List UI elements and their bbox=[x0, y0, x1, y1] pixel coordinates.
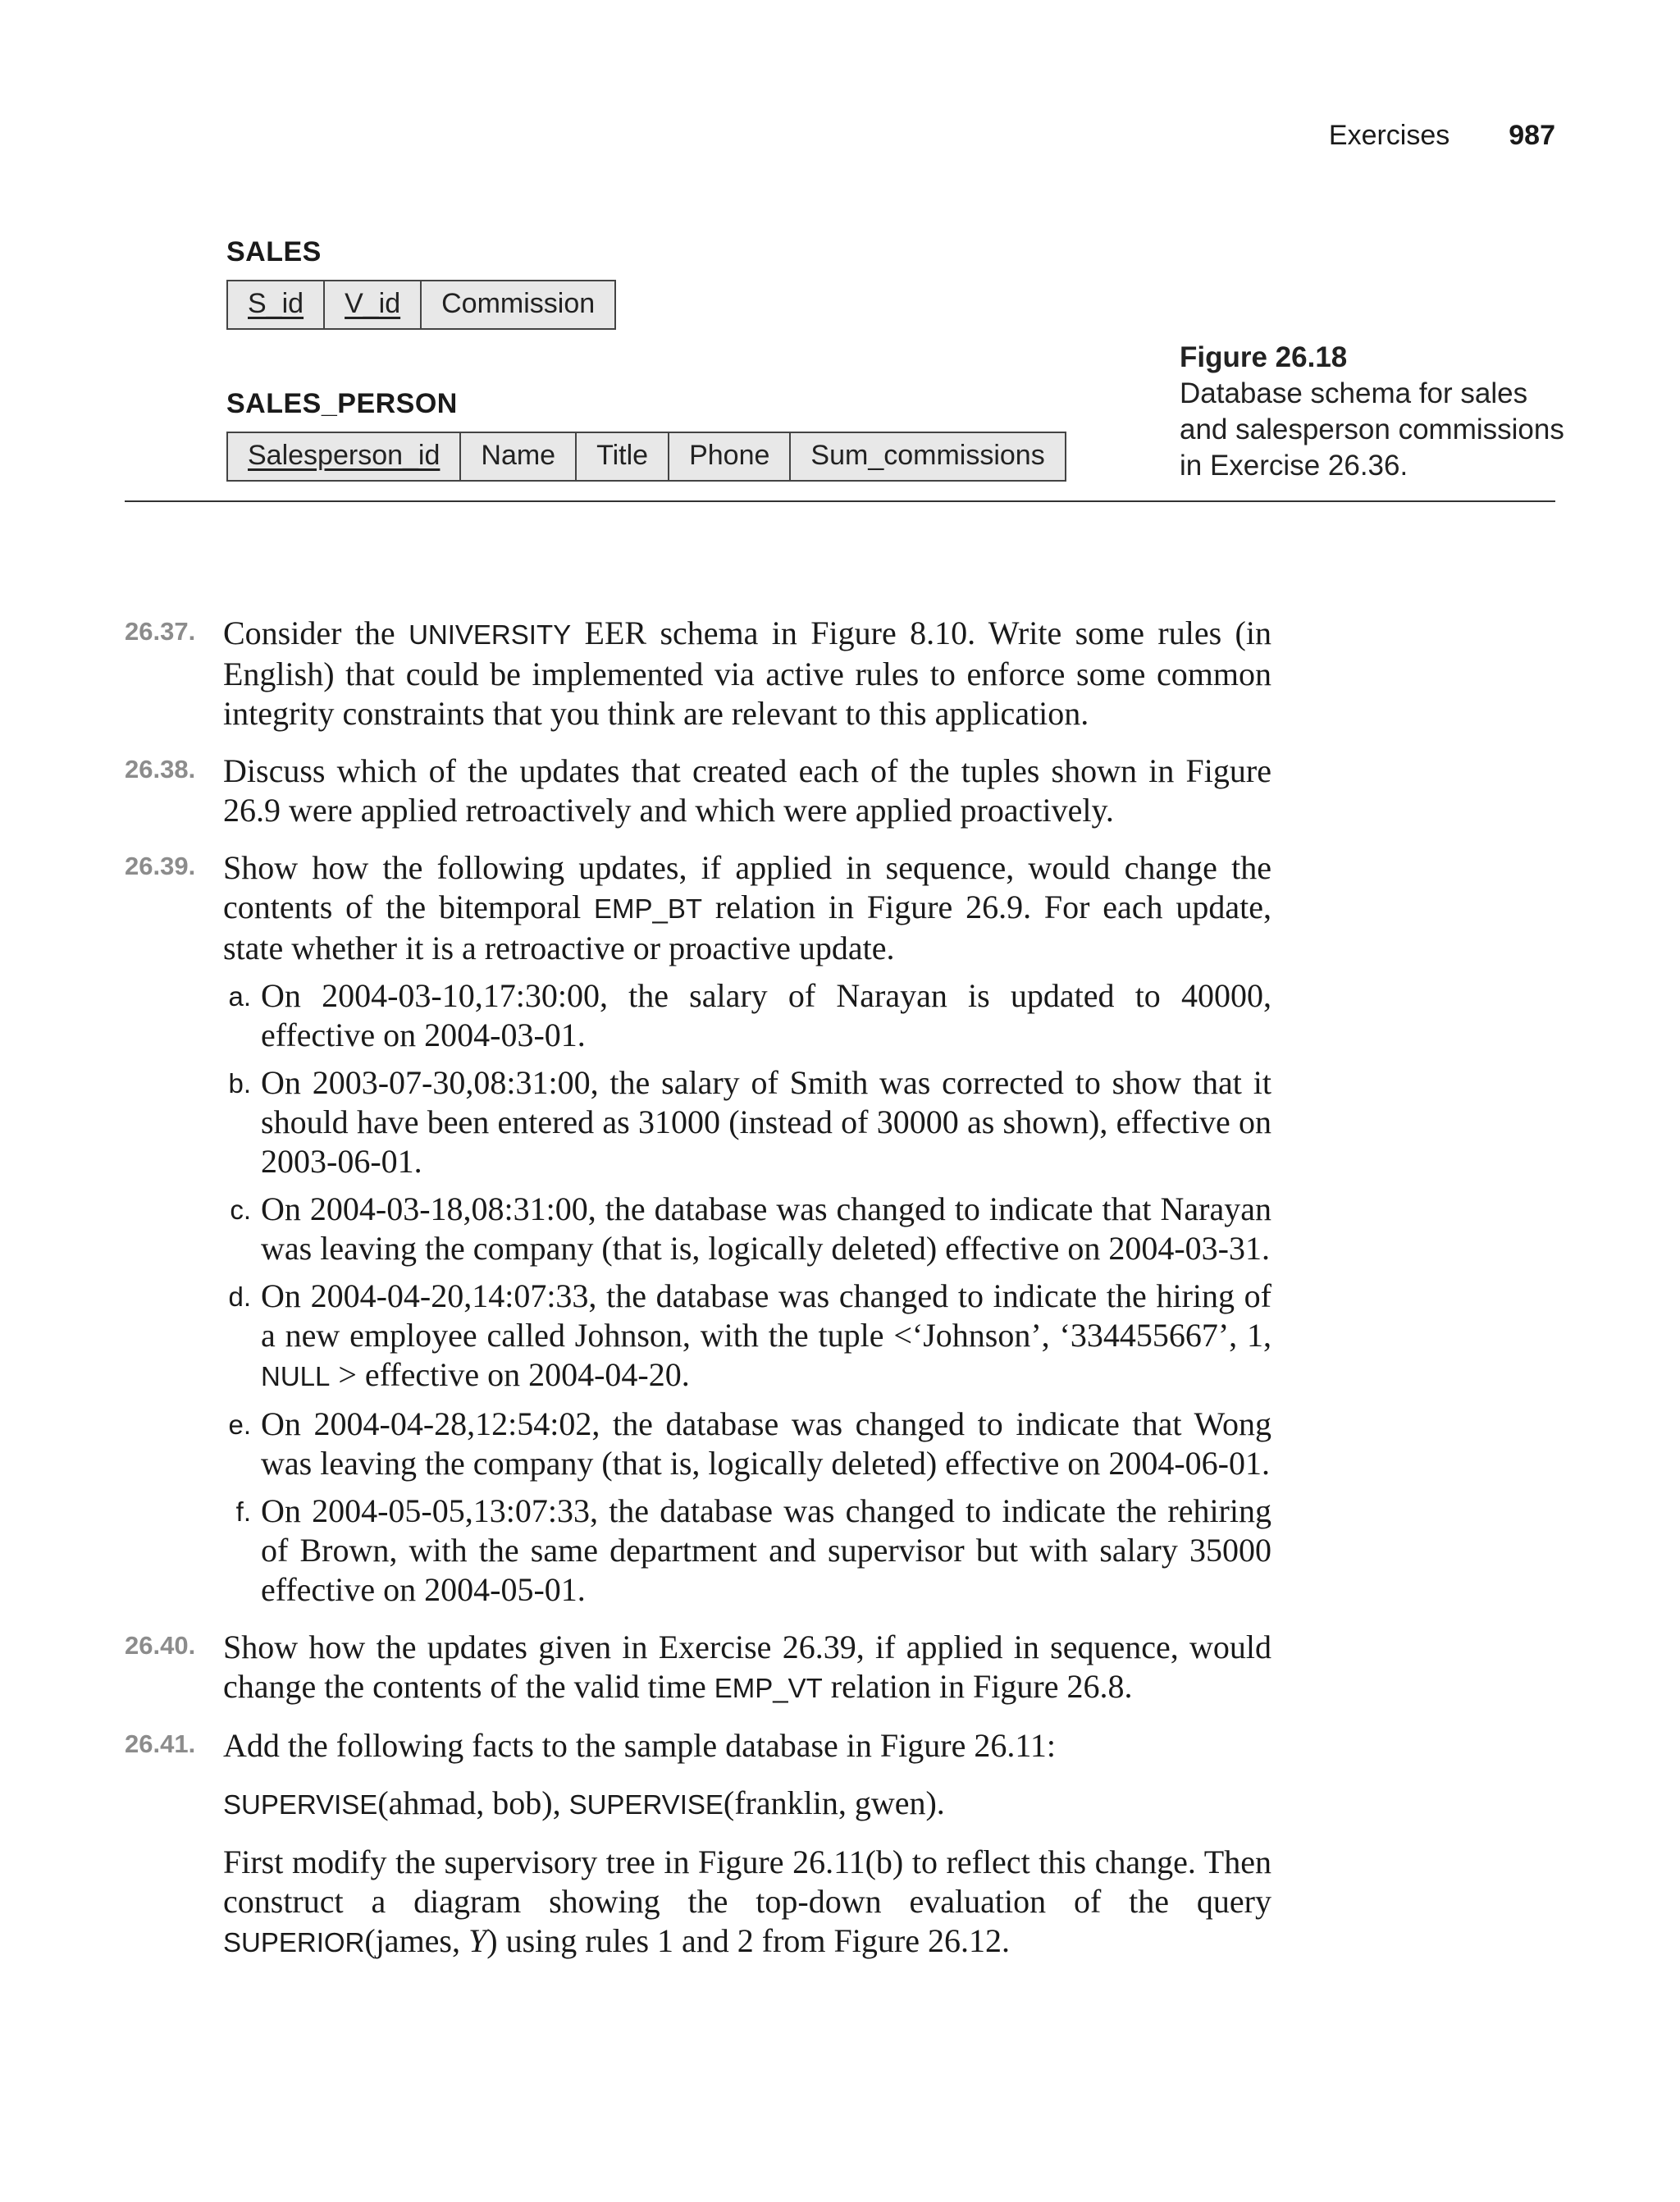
exercise-number: 26.41. bbox=[125, 1729, 196, 1758]
exercise-list bbox=[125, 614, 1271, 1980]
attribute-name: Name bbox=[460, 432, 576, 481]
item-text: On 2004-05-05,13:07:33, the database was changed to indicate the rehiring of Brown, with the same department and supervisor but with salary 35000 effective on 2004-05-01. bbox=[261, 1492, 1271, 1608]
small-caps-term: EMP_BT bbox=[594, 893, 703, 924]
attribute-phone: Phone bbox=[669, 432, 790, 481]
update-item-e bbox=[223, 1405, 1271, 1483]
figure-caption bbox=[1180, 340, 1565, 484]
sales-relation bbox=[226, 236, 616, 330]
exercise-number: 26.40. bbox=[125, 1631, 196, 1660]
exercise-text bbox=[223, 1628, 1271, 1708]
attribute-v-id: V_id bbox=[324, 281, 421, 329]
item-text: On 2004-03-10,17:30:00, the salary of Narayan is updated to 40000, effective on 2004-03-01. bbox=[261, 977, 1271, 1053]
attribute-sum-commissions: Sum_commissions bbox=[790, 432, 1065, 481]
text-run: > effective on 2004-04-20. bbox=[330, 1356, 690, 1393]
item-text bbox=[261, 1277, 1271, 1396]
exercise-number: 26.38. bbox=[125, 755, 196, 783]
small-caps-term: UNIVERSITY bbox=[409, 619, 572, 650]
text-run: Show how the updates given in Exercise 26.39, if applied in sequence, would change the contents of the valid time bbox=[223, 1629, 1271, 1705]
relation-attributes bbox=[226, 280, 616, 330]
relation-name: SALES_PERSON bbox=[226, 388, 458, 419]
small-caps-term: SUPERVISE bbox=[568, 1789, 724, 1820]
text-run: EER schema in Figure 8.10. Write some rules (in English) that could be implemented via active rules to enforce some common integrity constraints that you think are relevant to this application. bbox=[223, 614, 1271, 732]
text-run: ) using rules 1 and 2 from Figure 26.12. bbox=[486, 1922, 1010, 1959]
item-letter: f. bbox=[235, 1496, 251, 1527]
text-run: On 2004-04-20,14:07:33, the database was changed to indicate the hiring of a new employee called Johnson, with the tuple <‘Johnson’, ‘334455667’, 1, bbox=[261, 1277, 1271, 1354]
small-caps-term: SUPERIOR bbox=[223, 1927, 365, 1958]
exercise-26-39 bbox=[125, 848, 1271, 1610]
text-run: (ahmad, bob), bbox=[377, 1784, 569, 1821]
running-head bbox=[1329, 120, 1555, 152]
small-caps-term: EMP_VT bbox=[714, 1673, 823, 1703]
facts-line bbox=[223, 1784, 1271, 1825]
text-run: (james, bbox=[364, 1922, 468, 1959]
exercise-text bbox=[223, 614, 1271, 733]
attribute-salesperson-id: Salesperson_id bbox=[227, 432, 460, 481]
relation-attributes bbox=[226, 432, 1066, 482]
item-letter: e. bbox=[228, 1409, 251, 1440]
attribute-title: Title bbox=[576, 432, 669, 481]
italic-variable: Y bbox=[468, 1922, 487, 1959]
page-number: 987 bbox=[1509, 120, 1555, 151]
item-letter: a. bbox=[228, 981, 251, 1012]
sales-person-relation bbox=[226, 388, 1066, 482]
text-run: (franklin, gwen). bbox=[723, 1784, 945, 1821]
exercise-text: Add the following facts to the sample database in Figure 26.11: bbox=[223, 1727, 1056, 1764]
item-letter: b. bbox=[228, 1068, 251, 1099]
exercise-text bbox=[223, 1843, 1271, 1962]
item-text: On 2004-04-28,12:54:02, the database was changed to indicate that Wong was leaving the company (that is, logically deleted) effective on 2004-06-01. bbox=[261, 1405, 1271, 1482]
update-item-d bbox=[223, 1277, 1271, 1396]
exercise-26-41 bbox=[125, 1726, 1271, 1962]
text-run: First modify the supervisory tree in Figure 26.11(b) to reflect this change. Then construct a diagram showing the top-down evaluation of the query bbox=[223, 1843, 1271, 1920]
update-item-b bbox=[223, 1063, 1271, 1181]
item-letter: c. bbox=[230, 1195, 251, 1225]
figure-caption-text: Database schema for sales and salesperson commissions in Exercise 26.36. bbox=[1180, 377, 1564, 482]
small-caps-term: NULL bbox=[261, 1361, 331, 1391]
text-run: Show how the following updates, if applied in sequence, would change the contents of the bitemporal bbox=[223, 849, 1271, 925]
update-item-f bbox=[223, 1492, 1271, 1610]
exercise-26-38 bbox=[125, 752, 1271, 830]
text-run: relation in Figure 26.9. For each update, state whether it is a retroactive or proactive update. bbox=[223, 889, 1271, 966]
exercise-26-40 bbox=[125, 1628, 1271, 1708]
text-run: relation in Figure 26.8. bbox=[822, 1668, 1133, 1705]
attribute-commission: Commission bbox=[421, 281, 615, 329]
exercise-text bbox=[223, 848, 1271, 968]
text-run: Consider the bbox=[223, 614, 409, 651]
exercise-26-37 bbox=[125, 614, 1271, 733]
exercise-text: Discuss which of the updates that created each of the tuples shown in Figure 26.9 were applied retroactively and which were applied proactively. bbox=[223, 752, 1271, 829]
figure-divider bbox=[125, 500, 1555, 502]
exercise-number: 26.37. bbox=[125, 617, 196, 646]
update-item-a bbox=[223, 976, 1271, 1055]
relation-name: SALES bbox=[226, 236, 322, 267]
figure-label: Figure 26.18 bbox=[1180, 341, 1348, 373]
item-text: On 2004-03-18,08:31:00, the database was changed to indicate that Narayan was leaving the company (that is, logically deleted) effective on 2004-03-31. bbox=[261, 1190, 1271, 1267]
attribute-s-id: S_id bbox=[227, 281, 324, 329]
section-title: Exercises bbox=[1328, 120, 1450, 151]
item-letter: d. bbox=[228, 1281, 251, 1312]
update-item-c bbox=[223, 1190, 1271, 1268]
update-list bbox=[223, 976, 1271, 1610]
exercise-number: 26.39. bbox=[125, 852, 196, 880]
item-text: On 2003-07-30,08:31:00, the salary of Smith was corrected to show that it should have been entered as 31000 (instead of 30000 as shown), effective on 2003-06-01. bbox=[261, 1064, 1271, 1180]
small-caps-term: SUPERVISE bbox=[223, 1789, 378, 1820]
